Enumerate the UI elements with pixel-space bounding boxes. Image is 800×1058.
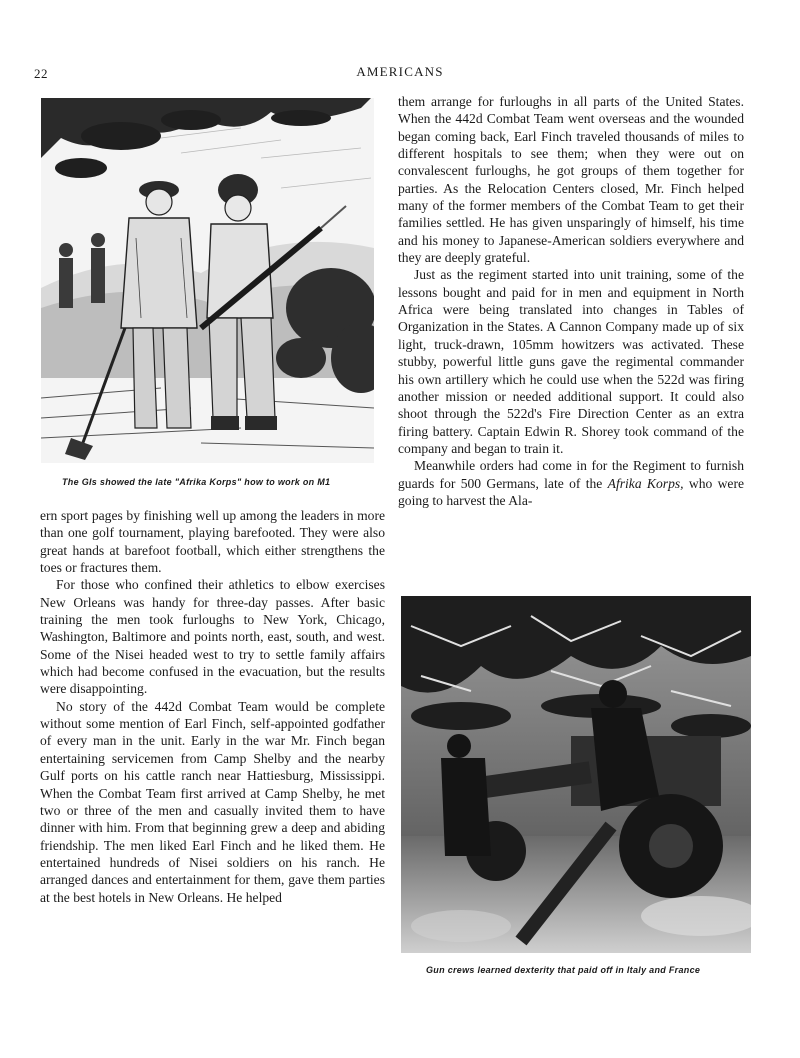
right-column (398, 93, 744, 509)
running-title: AMERICANS (356, 64, 444, 79)
left-paragraph-2: For those who confined their athletics to elbow exercises New Orleans was handy for three-day passes. After basic training the men took furloughs to New York, Chicago, Washington, Baltimore and points north, east, south, and west. Some of the Nisei headed west to try to settle family affairs which had become confused in the evacuation, but the results were disappointing. (40, 577, 385, 697)
right-paragraph-3-start: Meanwhile orders had come in for the Regiment to furnish guards for 500 Germans, late of the (398, 458, 744, 491)
figure-caption-top: The GIs showed the late "Afrika Korps" how to work on M1 (62, 477, 331, 487)
illustration-soldiers (41, 98, 374, 463)
page-number: 22 (34, 66, 48, 81)
left-paragraph-3: No story of the 442d Combat Team would be complete without some mention of Earl Finch, self-appointed godfather of every man in the unit. Early in the war Mr. Finch began entertaining servicemen from Camp Shelby and the nearby Gulf ports on his cattle ranch near Hattiesburg, Mississippi. When the Combat Team first arrived at Camp Shelby, he met two or three of the men and casually invited them to have dinner with him. From that beginning grew a deep and abiding friendship. The men liked Earl Finch and he liked them. He entertained hundreds of Nisei soldiers on his ranch. He arranged dances and entertainment for them, gave them parties at the best hotels in New Orleans. He helped (40, 698, 385, 905)
photo-howitzer-crew-icon (401, 596, 751, 953)
figure-caption-bottom: Gun crews learned dexterity that paid off in Italy and France (426, 965, 701, 975)
left-paragraph-1: ern sport pages by finishing well up among the leaders in more than one golf tournament, playing barefooted. They were also great hands at barefoot football, which either strengthens the toes or fractures them. (40, 508, 385, 576)
right-paragraph-2: Just as the regiment started into unit training, some of the lessons bought and paid for in men and equipment in North Africa were being translated into changes in Tables of Organization in the States. A Cannon Company made up of six light, truck-drawn, 105mm howitzers was activated. These stubby, powerful little guns gave the regimental commander his own artillery which he could use when the 522d was firing another mission or needed additional support. It could also shoot through the 522d's Fire Direction Center as an extra firing battery. Captain Edwin R. Shorey took command of the company and began to train it. (398, 267, 744, 456)
right-paragraph-3-end: who were going to harvest the Ala- (398, 475, 744, 508)
left-column (40, 507, 385, 906)
afrika-korps-italic: Afrika Korps, (607, 475, 684, 491)
illustration-soldiers-drawing-icon (41, 98, 374, 463)
photo-howitzer (401, 596, 751, 953)
right-paragraph-3 (398, 457, 744, 509)
right-paragraph-1: them arrange for furloughs in all parts of the United States. When the 442d Combat Team went overseas and the wounded began coming back, Earl Finch traveled thousands of miles to different hospitals to see them; when they were out on convalescent furloughs, he got groups of them together for parties. As the Relocation Centers closed, Mr. Finch helped many of the former members of the Combat Team to get their families settled. He has given unsparingly of himself, his time and his money to Japanese-American soldiers everywhere and they are deeply grateful. (398, 94, 744, 266)
